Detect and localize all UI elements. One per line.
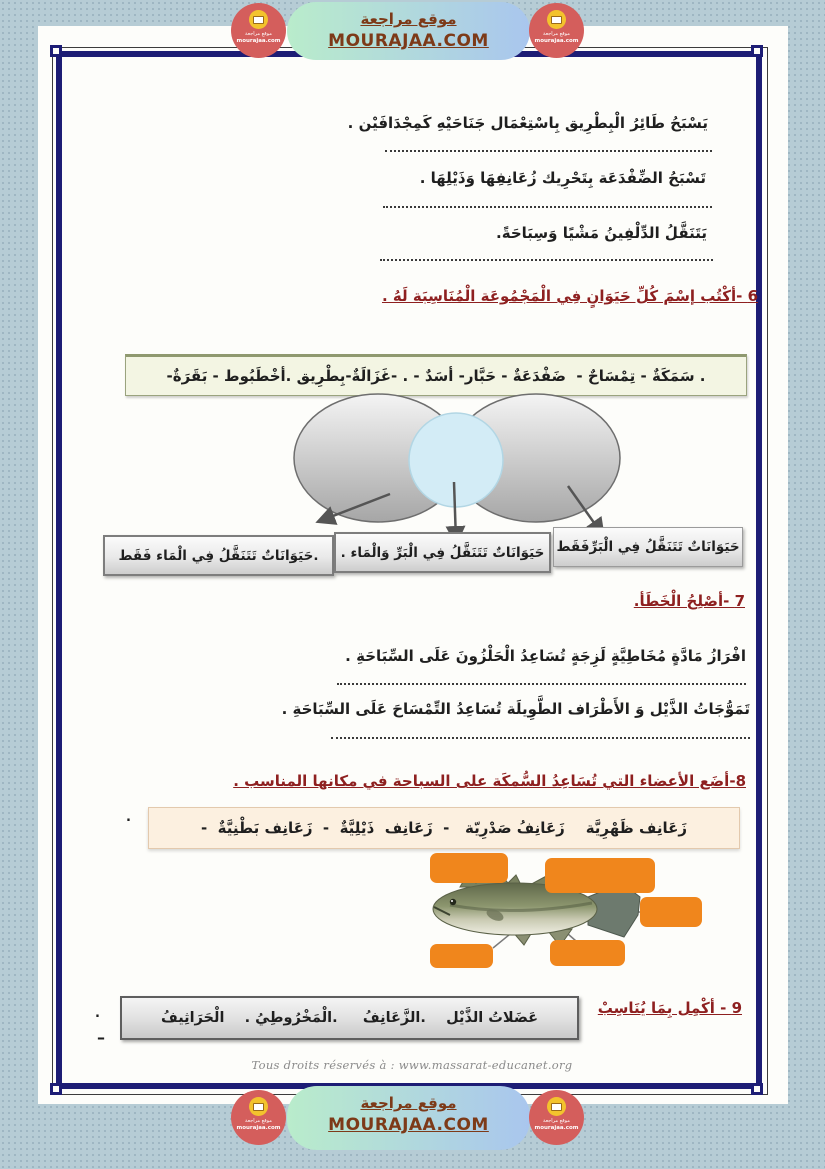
book-badge-icon bbox=[547, 1097, 566, 1116]
fish-answer-box-bottom-middle bbox=[550, 940, 625, 966]
answer-line-4 bbox=[337, 683, 746, 685]
frame-corner-bottom-right bbox=[751, 1083, 763, 1095]
sentence-penguin: يَسْبَحُ طَائِرُ الْبِطْرِيق بِاسْتِعْمَال جَنَاحَيْهِ كَمِجْدَافَيْن . bbox=[347, 114, 708, 132]
fish-answer-box-top-left bbox=[430, 853, 508, 883]
copyright-line: Tous droits réservés à : www.massarat-educanet.org bbox=[251, 1058, 573, 1072]
label-land-and-water: حَيَوَانَاتٌ تَتَنَقَّلُ فِي الْبَرِّ وَالْمَاء . bbox=[334, 532, 551, 573]
answer-line-2 bbox=[383, 206, 712, 208]
footer-banner bbox=[287, 1086, 530, 1150]
fish-answer-box-right bbox=[640, 897, 702, 927]
logo-text-domain: mourajaa.com bbox=[534, 1125, 579, 1131]
header-site-link[interactable]: MOURAJAA.COM bbox=[328, 31, 489, 51]
fish-eye bbox=[450, 899, 456, 905]
question8-title: 8-أضَع الأعضاء التي تُسَاعِدُ السُّمكَة على السباحة في مكانها المناسب . bbox=[233, 772, 746, 790]
frame-corner-bottom-left bbox=[50, 1083, 62, 1095]
header-logo-right bbox=[529, 3, 584, 58]
logo-text-domain: mourajaa.com bbox=[534, 38, 579, 44]
sentence-frog: تَسْبَحُ الضِّفْدَعَة بِتَحْرِيك زُعَانِفِهَا وَذَيْلِهَا . bbox=[419, 169, 706, 187]
label-water-only: .حَيَوَانَاتٌ تَتَنَقَّلُ فِي الْمَاء فَقَط bbox=[103, 535, 334, 576]
fish-eye-glint bbox=[451, 900, 453, 902]
question7-title: 7 -أصْلِحُ الْخَطَأ. bbox=[633, 592, 745, 610]
book-badge-icon bbox=[249, 1097, 268, 1116]
header-banner bbox=[287, 2, 530, 60]
answer-line-1 bbox=[385, 150, 712, 152]
logo-text-arabic: موقع مراجعة bbox=[245, 31, 272, 37]
stray-dot-q8: . bbox=[126, 810, 131, 825]
question6-word-bank: . سَمَكَةٌ - تِمْسَاحٌ - ضَفْدَعَةٌ - حَبَّار- أسَدٌ - . -غَزَالَةٌ-بِطْرِيق .أخْطَبُوط - بَقَرَةٌ- bbox=[125, 354, 747, 396]
logo-text-domain: mourajaa.com bbox=[236, 38, 281, 44]
footer-site-name-arabic: موقع مراجعة bbox=[360, 1094, 457, 1112]
footer-site-link[interactable]: MOURAJAA.COM bbox=[328, 1115, 489, 1135]
book-badge-icon bbox=[249, 10, 268, 29]
frame-corner-top-right bbox=[751, 45, 763, 57]
label-land-only: حَيَوَانَاتٌ تَتَنَقَّلُ فِي الْبَرِّفَقَط bbox=[553, 527, 743, 567]
q7-sentence-snail: افْرَازُ مَادَّةٍ مُخَاطِيَّةٍ لَزِجَةٍ تُسَاعِدُ الْحَلْزُونَ عَلَى السِّبَاحَةِ . bbox=[345, 647, 746, 665]
sentence-dolphin: يَتَنَقَّلُ الدِّلْفِينُ مَشْيًا وَسِبَاحَةً. bbox=[496, 224, 707, 242]
logo-text-arabic: موقع مراجعة bbox=[543, 1118, 570, 1124]
header-logo-left bbox=[231, 3, 286, 58]
header-site-name-arabic: موقع مراجعة bbox=[360, 10, 457, 28]
q7-sentence-crocodile: تَمَوُّجَاتُ الذَّيْل وَ الأَطْرَاف الطَّوِيلَة تُسَاعِدُ التِّمْسَاحَ عَلَى السِّبَاحَةِ . bbox=[281, 700, 750, 718]
question8-word-bank: زَعَانِف ظَهْرِيَّة زَعَانِفُ صَدْرِيّة - زَعَانِف ذَيْلِيَّةٌ - زَعَانِف بَطْنِيَّةٌ - bbox=[148, 807, 740, 849]
venn-intersection bbox=[409, 413, 503, 507]
logo-text-arabic: موقع مراجعة bbox=[245, 1118, 272, 1124]
stray-dot-q9: . bbox=[95, 1006, 100, 1021]
fish-answer-box-top-right bbox=[545, 858, 655, 893]
footer-logo-right bbox=[529, 1090, 584, 1145]
logo-text-arabic: موقع مراجعة bbox=[543, 31, 570, 37]
fish-answer-box-bottom-left bbox=[430, 944, 493, 968]
stray-dash-q9: – bbox=[97, 1028, 105, 1047]
footer-logo-left bbox=[231, 1090, 286, 1145]
book-badge-icon bbox=[547, 10, 566, 29]
question9-title: 9 - أكْمِل بِمَا يُنَاسِبْ bbox=[597, 999, 742, 1017]
question6-title: 6 -أكْتُب إسْمَ كُلِّ حَيَوَانٍ فِي الْمَجْمُوعَة الْمُنَاسِبَة لَهُ . bbox=[381, 287, 758, 305]
logo-text-domain: mourajaa.com bbox=[236, 1125, 281, 1131]
answer-line-3 bbox=[380, 259, 713, 261]
frame-corner-top-left bbox=[50, 45, 62, 57]
question9-options-box: عَضَلاتُ الذَّيْل .الزَّعَانِفُ .الْمَخْرُوطِيُ . الْحَرَاثِيفُ bbox=[120, 996, 579, 1040]
answer-line-5 bbox=[331, 737, 750, 739]
